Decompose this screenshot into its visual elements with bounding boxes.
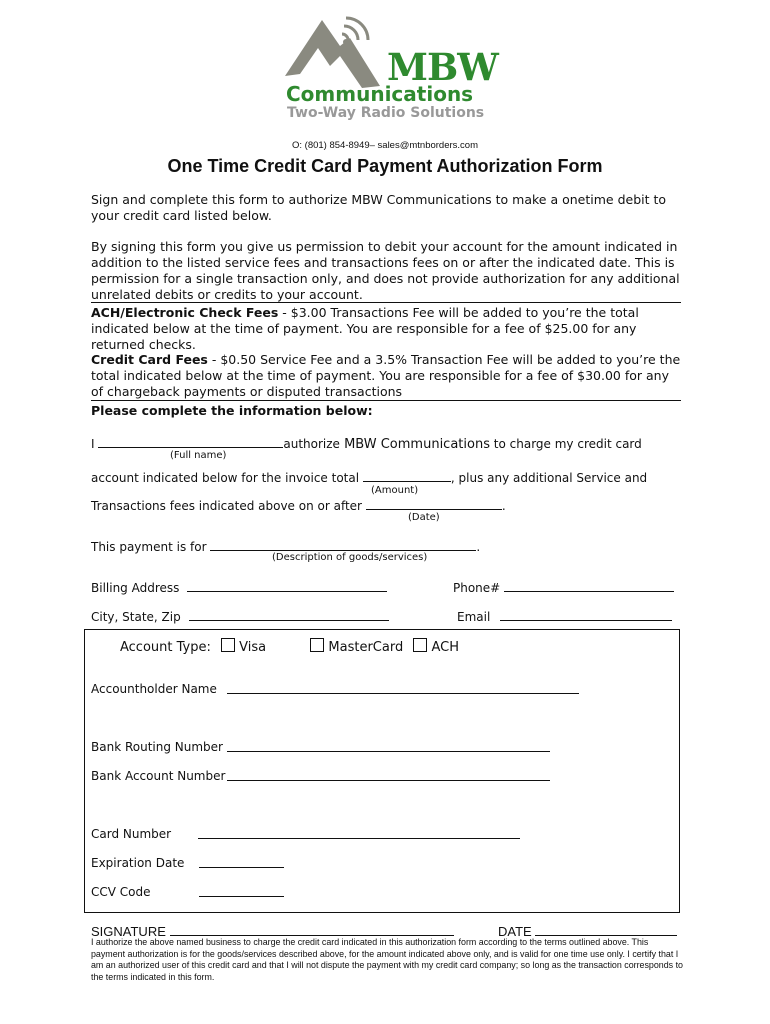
ach-fees-label: ACH/Electronic Check Fees bbox=[91, 305, 279, 320]
intro-paragraph-1: Sign and complete this form to authorize MBW Communications to make a onetime debit to your credit card listed below. bbox=[91, 192, 667, 223]
city-input[interactable] bbox=[189, 608, 389, 621]
date-line: Transactions fees indicated above on or after . bbox=[91, 499, 506, 513]
ccv-input[interactable] bbox=[199, 884, 284, 897]
card-number-label: Card Number bbox=[91, 827, 172, 841]
form-title: One Time Credit Card Payment Authorization Form bbox=[167, 156, 603, 176]
routing-label: Bank Routing Number bbox=[91, 740, 223, 754]
city-label: City, State, Zip bbox=[91, 610, 181, 624]
cc-fees-label: Credit Card Fees bbox=[91, 352, 208, 367]
date-label: DATE bbox=[498, 924, 532, 939]
divider bbox=[91, 400, 681, 401]
invoice-line bbox=[91, 469, 647, 485]
auth-i: I bbox=[91, 437, 95, 451]
invoice-text: account indicated below for the invoice total bbox=[91, 471, 360, 485]
amount-input[interactable] bbox=[363, 469, 451, 482]
date-line-text: Transactions fees indicated above on or after bbox=[91, 499, 362, 513]
card-number-input[interactable] bbox=[198, 826, 520, 839]
expiration-input[interactable] bbox=[199, 855, 284, 868]
visa-label: Visa bbox=[239, 640, 267, 655]
email-row bbox=[457, 608, 672, 624]
mastercard-checkbox[interactable] bbox=[310, 638, 324, 652]
visa-checkbox[interactable] bbox=[221, 638, 235, 652]
signature-input[interactable] bbox=[170, 923, 454, 936]
expiration-label: Expiration Date bbox=[91, 856, 185, 870]
signature-date-input[interactable] bbox=[535, 923, 677, 936]
payment-for-line: This payment is for . bbox=[91, 540, 481, 554]
payment-for-label: This payment is for bbox=[91, 540, 207, 554]
contact-info: O: (801) 854-8949– sales@mtnborders.com bbox=[291, 140, 478, 151]
billing-label: Billing Address bbox=[91, 581, 180, 595]
auth-charge: to charge my credit card bbox=[489, 437, 642, 451]
fine-print: I authorize the above named business to charge the credit card indicated in this authorization form according to the terms outlined above. This payment authorization is for the goods/services described above, for the amount indicated above only, and is valid for one time use only. I certify that I am an authorized user of this credit card and that I will not dispute the payment with my credit card company; so long as the transaction corresponds to the terms indicated in this form. bbox=[91, 937, 683, 982]
phone-label: Phone# bbox=[453, 581, 501, 595]
billing-input[interactable] bbox=[187, 579, 387, 592]
ach-label: ACH bbox=[431, 640, 460, 655]
amount-caption: (Amount) bbox=[371, 485, 419, 496]
ach-fees-paragraph bbox=[91, 305, 681, 353]
logo-tagline: Two-Way Radio Solutions bbox=[287, 105, 485, 121]
phone-row bbox=[453, 579, 674, 595]
invoice-text-2: , plus any additional Service and bbox=[450, 471, 648, 485]
cc-fees-paragraph bbox=[91, 352, 681, 400]
complete-heading: Please complete the information below: bbox=[91, 403, 373, 418]
phone-input[interactable] bbox=[504, 579, 674, 592]
intro-paragraph-2: By signing this form you give us permission to debit your account for the amount indicated in addition to the listed service fees and transactions fees on or after the indicated date. This is permission for a single transaction only, and does not provide authorization for any additional unrelated debits or credits to your account. bbox=[91, 239, 680, 302]
city-row bbox=[91, 608, 389, 624]
ach-fees-text: - $3.00 Transactions Fee will be added to you’re the total indicated below at the time of payment. You are responsible for a fee of $25.00 for any returned checks. bbox=[91, 305, 639, 352]
date-caption: (Date) bbox=[408, 512, 440, 523]
description-input[interactable] bbox=[210, 538, 476, 551]
accountholder-input[interactable] bbox=[227, 681, 579, 694]
billing-row bbox=[91, 579, 387, 595]
logo-brand: MBW bbox=[387, 45, 498, 89]
auth-authorize: authorize bbox=[283, 437, 340, 451]
account-type-row bbox=[120, 638, 459, 655]
full-name-caption: (Full name) bbox=[170, 450, 227, 461]
account-number-label: Bank Account Number bbox=[91, 769, 226, 783]
ccv-label: CCV Code bbox=[91, 885, 151, 899]
auth-date-input[interactable] bbox=[366, 497, 502, 510]
email-label: Email bbox=[457, 610, 491, 624]
email-input[interactable] bbox=[500, 608, 672, 621]
signature-label: SIGNATURE bbox=[91, 924, 166, 939]
logo-brand-subtitle: Communications bbox=[286, 82, 474, 106]
full-name-input[interactable] bbox=[98, 435, 283, 448]
account-number-input[interactable] bbox=[227, 768, 550, 781]
ach-checkbox[interactable] bbox=[413, 638, 427, 652]
auth-company: MBW Communications bbox=[339, 437, 490, 452]
mastercard-label: MasterCard bbox=[328, 640, 404, 655]
account-type-label: Account Type: bbox=[120, 640, 211, 655]
routing-input[interactable] bbox=[227, 739, 550, 752]
cc-fees-text: - $0.50 Service Fee and a 3.5% Transaction Fee will be added to you’re the total indicated below at the time of payment. You are responsible for a fee of $30.00 for any of chargeback payments or disputed transactions bbox=[91, 352, 681, 399]
company-logo-mountain bbox=[280, 16, 390, 91]
accountholder-label: Accountholder Name bbox=[91, 682, 217, 696]
description-caption: (Description of goods/services) bbox=[272, 552, 428, 563]
divider bbox=[91, 302, 681, 303]
